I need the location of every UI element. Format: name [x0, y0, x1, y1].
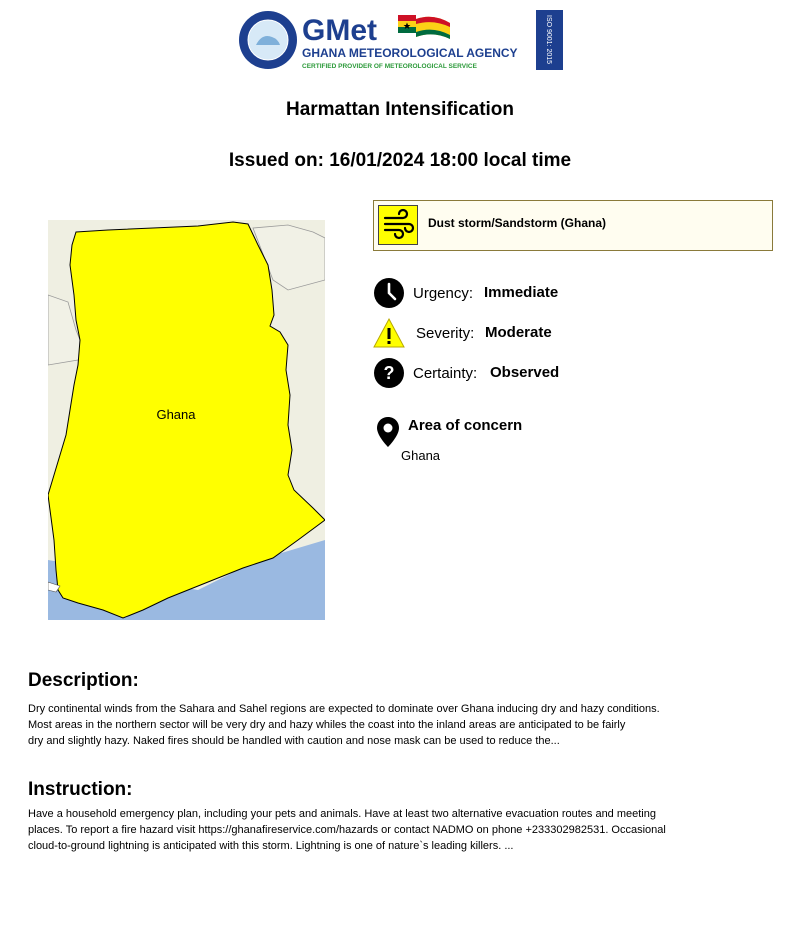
urgency-label: Urgency:: [413, 285, 474, 302]
clock-icon: [373, 277, 405, 309]
alert-title: Harmattan Intensification: [285, 99, 515, 120]
question-icon: [373, 357, 405, 389]
certainty-row: [373, 357, 753, 389]
instruction-heading: Instruction:: [28, 779, 133, 800]
certainty-value: Observed: [490, 364, 560, 381]
event-type-box: [373, 200, 773, 251]
description-line: Most areas in the northern sector will be very dry and hazy whiles the coast into the inland areas are anticipated to be fairly: [28, 719, 626, 731]
map-region-label: Ghana: [156, 407, 196, 422]
location-pin-icon: [376, 416, 400, 448]
instruction-line: cloud-to-ground lightning is anticipated with this storm. Lightning is one of nature`s leading killers. ...: [28, 840, 514, 852]
description-text: [28, 701, 748, 749]
gmet-logo: [238, 9, 564, 71]
description-line: dry and slightly hazy. Naked fires should be handled with caution and nose mask can be used to reduce the...: [28, 735, 560, 747]
logo-text: GMet: [302, 14, 377, 47]
certainty-label: Certainty:: [413, 365, 478, 382]
agency-name: GHANA METEOROLOGICAL AGENCY: [302, 46, 518, 60]
severity-value: Moderate: [485, 324, 552, 341]
area-of-concern-title: Area of concern: [408, 417, 523, 434]
urgency-row: [373, 277, 753, 309]
severity-row: [373, 317, 753, 349]
severity-label: Severity:: [416, 325, 475, 342]
wind-dust-icon: [378, 205, 418, 245]
agency-tagline: CERTIFIED PROVIDER OF METEOROLOGICAL SERVICE: [302, 63, 477, 70]
instruction-line: Have a household emergency plan, including your pets and animals. Have at least two alternative evacuation routes and meeting: [28, 808, 656, 820]
instruction-text: [28, 806, 748, 854]
issued-on: Issued on: 16/01/2024 18:00 local time: [228, 150, 572, 171]
warning-icon: [373, 317, 405, 349]
area-map: [48, 220, 325, 620]
area-of-concern-value: Ghana: [401, 448, 441, 463]
description-line: Dry continental winds from the Sahara and Sahel regions are expected to dominate over Ghana inducing dry and hazy conditions.: [28, 703, 660, 715]
instruction-line: places. To report a fire hazard visit https://ghanafireservice.com/hazards or contact NADMO on phone +233302982531. Occasional: [28, 824, 666, 836]
urgency-value: Immediate: [484, 284, 559, 301]
iso-text: ISO 9001: 2015: [545, 15, 552, 65]
event-label: Dust storm/Sandstorm (Ghana): [428, 216, 607, 230]
svg-text:?: ?: [383, 363, 395, 383]
description-heading: Description:: [28, 670, 139, 691]
